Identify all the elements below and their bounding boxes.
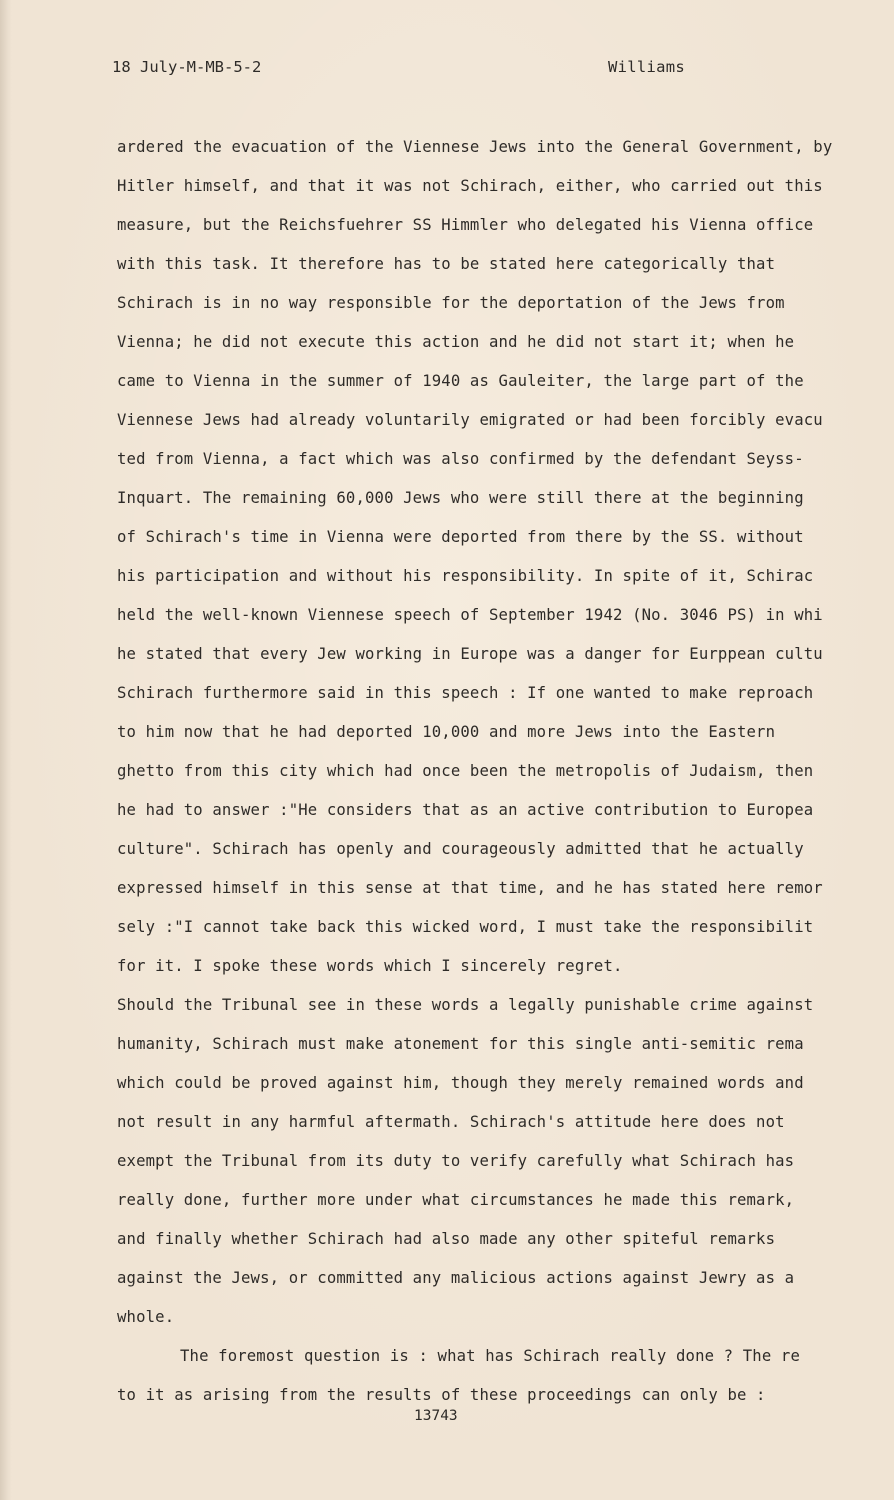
text-line: to him now that he had deported 10,000 and more Jews into the Eastern xyxy=(117,723,776,741)
text-line: came to Vienna in the summer of 1940 as Gauleiter, the large part of the xyxy=(117,372,804,390)
text-line: his participation and without his responsibility. In spite of it, Schirac xyxy=(117,567,814,585)
text-line: ted from Vienna, a fact which was also confirmed by the defendant Seyss- xyxy=(117,450,804,468)
text-line: he stated that every Jew working in Europe was a danger for Eurppean cultu xyxy=(117,645,823,663)
text-line: measure, but the Reichsfuehrer SS Himmler who delegated his Vienna office xyxy=(117,216,814,234)
text-line-indented: The foremost question is : what has Schirach really done ? The re xyxy=(180,1347,800,1365)
text-line: Schirach is in no way responsible for the deportation of the Jews from xyxy=(117,294,785,312)
page-left-edge xyxy=(0,0,12,1500)
text-line: Inquart. The remaining 60,000 Jews who were still there at the beginning xyxy=(117,489,804,507)
text-line: of Schirach's time in Vienna were deported from there by the SS. without xyxy=(117,528,804,546)
text-line: really done, further more under what circumstances he made this remark, xyxy=(117,1191,795,1209)
body-text xyxy=(117,136,837,1423)
text-line: Vienna; he did not execute this action and he did not start it; when he xyxy=(117,333,795,351)
text-line: held the well-known Viennese speech of September 1942 (No. 3046 PS) in whi xyxy=(117,606,823,624)
text-line: Should the Tribunal see in these words a legally punishable crime against xyxy=(117,996,814,1014)
text-line: whole. xyxy=(117,1308,175,1326)
text-line: sely :"I cannot take back this wicked word, I must take the responsibilit xyxy=(117,918,814,936)
page-header xyxy=(112,58,712,86)
text-line: exempt the Tribunal from its duty to verify carefully what Schirach has xyxy=(117,1152,795,1170)
text-line: humanity, Schirach must make atonement for this single anti-semitic rema xyxy=(117,1035,804,1053)
author-name: Williams xyxy=(608,58,686,76)
document-reference: 18 July-M-MB-5-2 xyxy=(112,58,262,76)
text-line: ardered the evacuation of the Viennese Jews into the General Government, by xyxy=(117,138,833,156)
text-line: not result in any harmful aftermath. Schirach's attitude here does not xyxy=(117,1113,785,1131)
text-line: and finally whether Schirach had also made any other spiteful remarks xyxy=(117,1230,776,1248)
text-line: which could be proved against him, though they merely remained words and xyxy=(117,1074,804,1092)
text-line: culture". Schirach has openly and courageously admitted that he actually xyxy=(117,840,804,858)
text-line: ghetto from this city which had once been the metropolis of Judaism, then xyxy=(117,762,814,780)
page-number: 13743 xyxy=(414,1408,458,1424)
text-line: with this task. It therefore has to be stated here categorically that xyxy=(117,255,776,273)
text-line: Schirach furthermore said in this speech : If one wanted to make reproach xyxy=(117,684,814,702)
text-line: he had to answer :"He considers that as an active contribution to Europea xyxy=(117,801,814,819)
text-line: for it. I spoke these words which I sincerely regret. xyxy=(117,957,623,975)
text-line: Hitler himself, and that it was not Schirach, either, who carried out this xyxy=(117,177,823,195)
text-line: Viennese Jews had already voluntarily emigrated or had been forcibly evacu xyxy=(117,411,823,429)
text-line: to it as arising from the results of these proceedings can only be : xyxy=(117,1386,766,1404)
text-line: against the Jews, or committed any malicious actions against Jewry as a xyxy=(117,1269,795,1287)
text-line: expressed himself in this sense at that time, and he has stated here remor xyxy=(117,879,823,897)
